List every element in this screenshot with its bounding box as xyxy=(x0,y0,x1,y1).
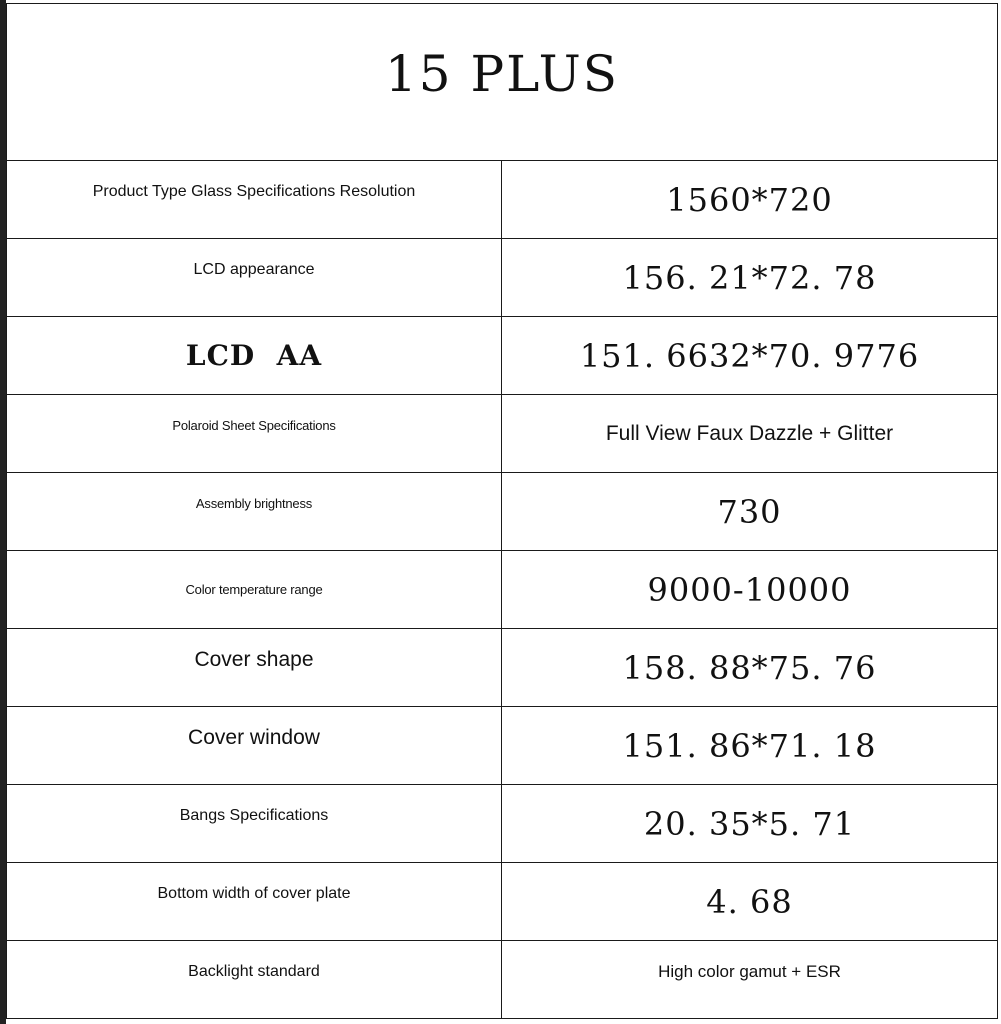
label-cell xyxy=(7,941,502,1019)
table-row xyxy=(7,317,998,395)
table-row xyxy=(7,473,998,551)
label-cell xyxy=(7,161,502,239)
spec-table xyxy=(6,3,998,1019)
title-cell xyxy=(7,4,998,161)
table-row xyxy=(7,629,998,707)
table-row xyxy=(7,395,998,473)
row-value: 151. 6632*70. 9776 xyxy=(579,336,920,375)
table-row xyxy=(7,707,998,785)
value-cell xyxy=(502,707,998,785)
value-cell xyxy=(502,863,998,941)
table-row xyxy=(7,161,998,239)
table-row xyxy=(7,941,998,1019)
label-cell xyxy=(7,239,502,317)
row-label: Polaroid Sheet Specifications xyxy=(172,417,336,433)
value-cell xyxy=(502,551,998,629)
row-value: 158. 88*75. 76 xyxy=(622,648,877,687)
row-label: Bottom width of cover plate xyxy=(157,884,351,902)
value-cell xyxy=(502,161,998,239)
row-label: Product Type Glass Specifications Resolution xyxy=(92,182,416,200)
row-value: 730 xyxy=(717,492,782,531)
table-row xyxy=(7,863,998,941)
value-cell xyxy=(502,317,998,395)
label-cell xyxy=(7,629,502,707)
label-cell xyxy=(7,707,502,785)
label-cell xyxy=(7,473,502,551)
label-cell xyxy=(7,317,502,395)
row-label: LCD AA xyxy=(185,339,323,372)
row-label: Cover window xyxy=(188,725,320,749)
row-value: High color gamut + ESR xyxy=(658,961,841,981)
value-cell xyxy=(502,239,998,317)
row-label: Bangs Specifications xyxy=(179,806,329,824)
row-value: 1560*720 xyxy=(666,180,833,219)
row-label: Assembly brightness xyxy=(195,495,313,511)
row-value: Full View Faux Dazzle + Glitter xyxy=(605,421,894,445)
row-label: Color temperature range xyxy=(185,581,323,597)
table-row xyxy=(7,785,998,863)
value-cell xyxy=(502,941,998,1019)
row-value: 4. 68 xyxy=(706,882,793,921)
row-label: Cover shape xyxy=(194,647,314,671)
row-value: 151. 86*71. 18 xyxy=(622,726,877,765)
table-row xyxy=(7,551,998,629)
row-value: 9000-10000 xyxy=(647,570,852,609)
label-cell xyxy=(7,785,502,863)
row-value: 156. 21*72. 78 xyxy=(622,258,877,297)
value-cell xyxy=(502,473,998,551)
table-row xyxy=(7,239,998,317)
label-cell xyxy=(7,551,502,629)
row-label: Backlight standard xyxy=(188,962,320,980)
value-cell xyxy=(502,785,998,863)
page-title: 15 PLUS xyxy=(384,45,620,103)
label-cell xyxy=(7,863,502,941)
value-cell xyxy=(502,395,998,473)
row-label: LCD appearance xyxy=(193,260,315,278)
label-cell xyxy=(7,395,502,473)
value-cell xyxy=(502,629,998,707)
row-value: 20. 35*5. 71 xyxy=(643,804,856,843)
